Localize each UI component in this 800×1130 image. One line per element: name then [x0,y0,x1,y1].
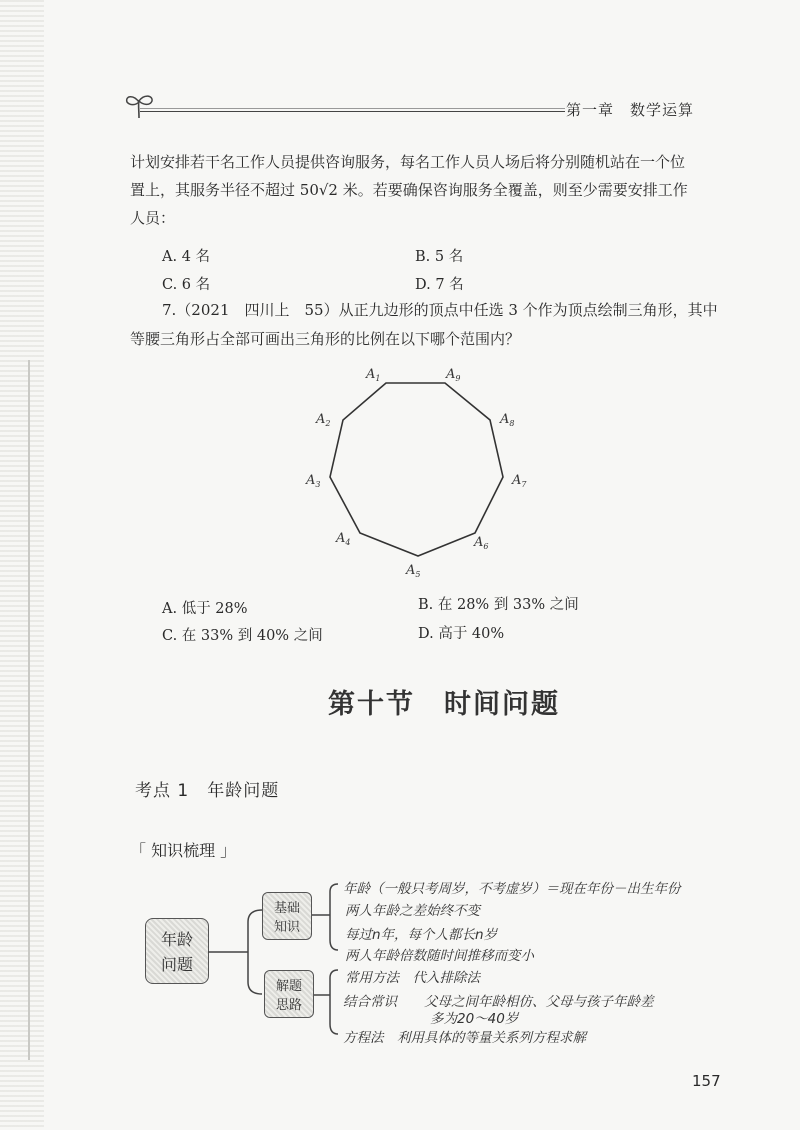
q7-option-d[interactable]: D. 高于 40% [418,626,505,642]
page-number: 157 [692,1072,721,1090]
approach-common-sense-cont: 多为20～40岁 [430,1011,519,1027]
approach-common-sense: 结合常识 父母之间年龄相仿、父母与孩子年龄差 [343,994,654,1010]
chapter-title: 第一章 数学运算 [566,101,695,119]
node-basic-knowledge: 基础 知识 [262,892,312,940]
header-rule [140,111,565,112]
vertex-label-2: $A_2$ [316,412,331,428]
nonagon-shape [330,383,503,556]
q6-option-d[interactable]: D. 7 名 [415,277,464,293]
node-solving-approach: 解题 思路 [264,970,314,1018]
basic-item-2: 两人年龄之差始终不变 [345,903,480,919]
q6-option-c[interactable]: C. 6 名 [162,277,211,293]
q7-option-c[interactable]: C. 在 33% 到 40% 之间 [162,628,323,644]
q6-line2: 置上，其服务半径不超过 50√2 米。若要确保咨询服务全覆盖，则至少需要安排工作 [130,181,688,199]
vertex-label-1: $A_1$ [366,367,381,383]
nonagon-figure [300,360,540,585]
sprout-icon [122,90,156,120]
mindmap-brackets [200,870,360,1050]
vertex-label-7: $A_7$ [512,473,527,489]
approach-equation: 方程法 利用具体的等量关系列方程求解 [343,1030,586,1046]
vertex-label-4: $A_4$ [336,531,351,547]
q7-line1: 7.（2021 四川上 55）从正九边形的顶点中任选 3 个作为顶点绘制三角形，其中 [162,301,718,319]
vertex-label-5: $A_5$ [406,563,421,579]
section-title: 第十节 时间问题 [328,689,560,720]
bracket-root [248,910,262,994]
q7-option-a[interactable]: A. 低于 28% [162,601,248,617]
scan-edge-line [28,360,30,1060]
bracket-basic [330,884,338,950]
approach-method: 常用方法 代入排除法 [345,970,480,986]
kaodian-title: 考点 1 年龄问题 [135,781,280,801]
q7-option-b[interactable]: B. 在 28% 到 33% 之间 [418,597,579,613]
basic-item-1: 年龄（一般只考周岁，不考虚岁）＝现在年份－出生年份 [343,881,681,897]
vertex-label-9: $A_9$ [446,367,461,383]
root-node-age-problem: 年龄 问题 [145,918,209,984]
q6-option-b[interactable]: B. 5 名 [415,249,464,265]
q6-line3: 人员： [130,209,176,227]
question6-text [130,148,720,232]
q7-line2: 等腰三角形占全部可画出三角形的比例在以下哪个范围内？ [130,330,521,348]
knowledge-heading: 「 知识梳理 」 [130,841,237,860]
bracket-approach [330,970,338,1034]
basic-item-4: 两人年龄倍数随时间推移而变小 [345,948,534,964]
vertex-label-8: $A_8$ [500,412,515,428]
scan-edge [0,0,44,1130]
q6-option-a[interactable]: A. 4 名 [162,249,211,265]
header-rule-thin [140,108,565,109]
sqrt-symbol: √2 [318,181,338,199]
basic-item-3: 每过n年，每个人都长n岁 [345,927,498,943]
vertex-label-6: $A_6$ [474,535,489,551]
q6-line1: 计划安排若干名工作人员提供咨询服务，每名工作人员人场后将分别随机站在一个位 [130,153,686,171]
vertex-label-3: $A_3$ [306,473,321,489]
